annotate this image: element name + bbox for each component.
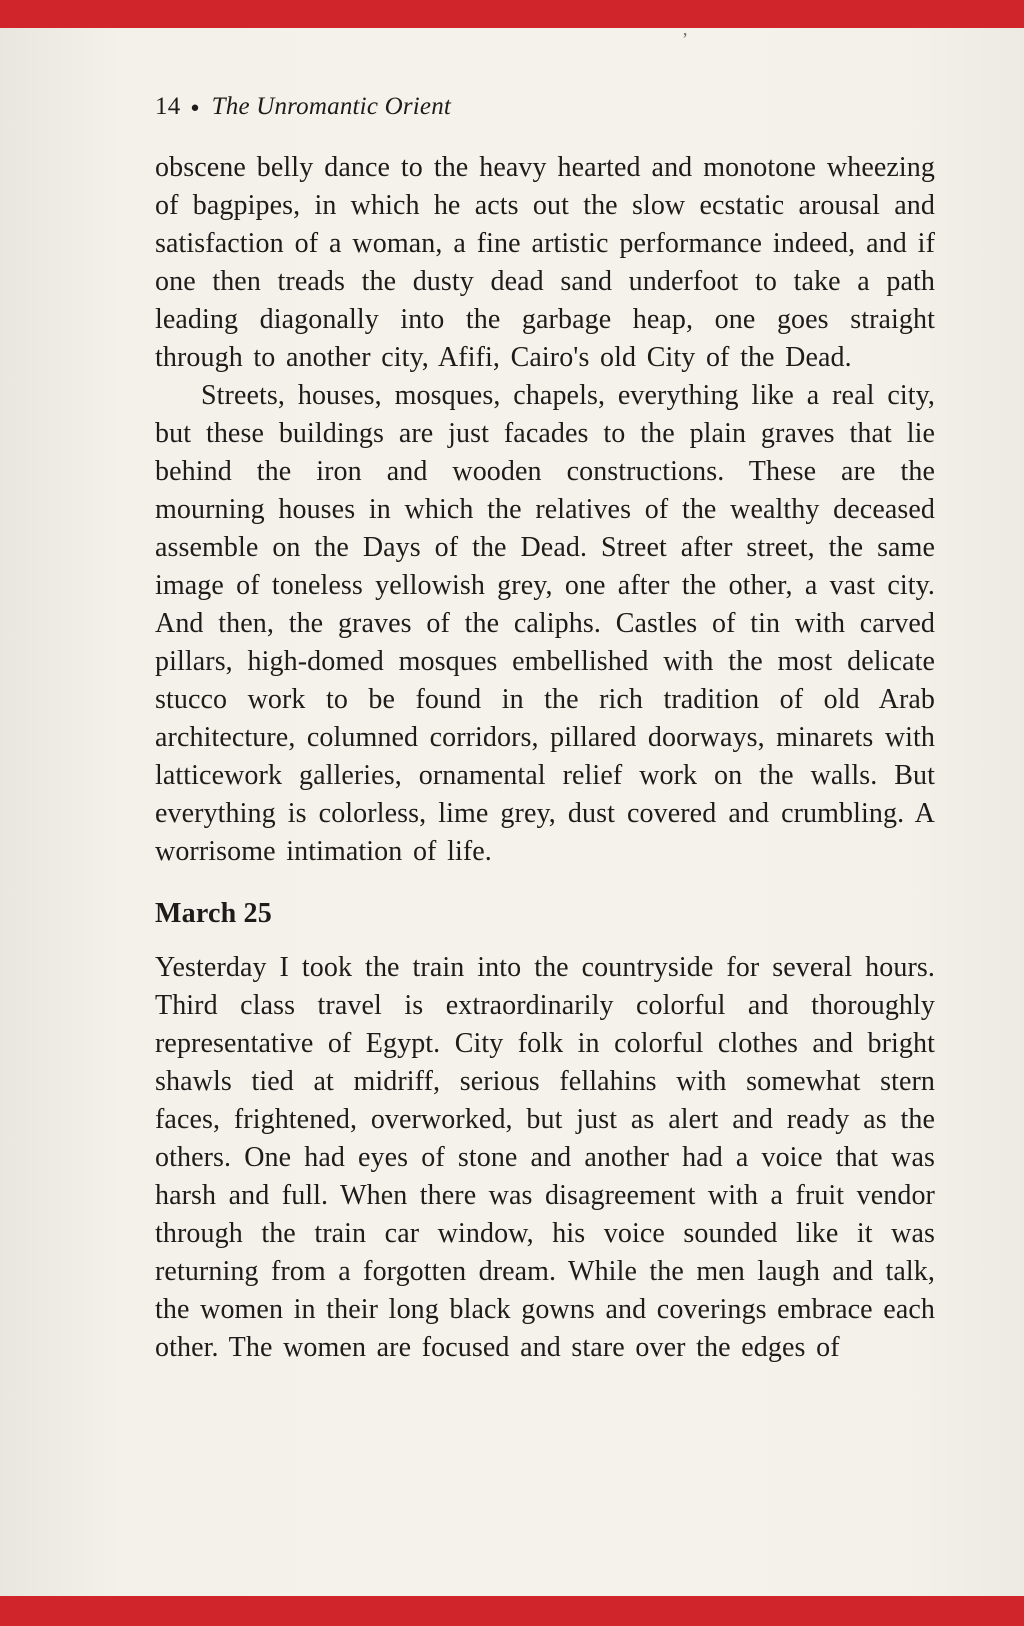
body-paragraph-3: Yesterday I took the train into the countryside for several hours. Third class travel is extraordinarily colorful and thoroughly representative of Egypt. City folk in colorful clothes and bright shawls tied at midriff, serious fellahins with somewhat stern faces, frightened, overworked, but just as alert and ready as the others. One had eyes of stone and another had a voice that was harsh and full. When there was disagreement with a fruit vendor through the train car window, his voice sounded like it was returning from a forgotten dream. While the men laugh and talk, the women in their long black gowns and coverings embrace each other. The women are focused and stare over the edges of [155, 952, 935, 1363]
body-paragraph-2: Streets, houses, mosques, chapels, everything like a real city, but these buildings are just facades to the plain graves that lie behind the iron and wooden constructions. These are the mourning houses in which the relatives of the wealthy deceased assemble on the Days of the Dead. Street after street, the same image of toneless yellowish grey, one after the other, a vast city. And then, the graves of the caliphs. Castles of tin with carved pillars, high-domed mosques embellished with the most delicate stucco work to be found in the rich tradition of old Arab architecture, columned corridors, pillared doorways, minarets with latticework galleries, ornamental relief work on the walls. But everything is colorless, lime grey, dust covered and crumbling. A worrisome intimation of life. [155, 380, 935, 867]
body-paragraph-1: obscene belly dance to the heavy hearted and monotone wheezing of bagpipes, in which he acts out the slow ecstatic arousal and satisfaction of a woman, a fine artistic performance indeed, and if one then treads the dusty dead sand underfoot to take a path leading diagonally into the garbage heap, one goes straight through to another city, Afifi, Cairo's old City of the Dead. [155, 152, 935, 373]
section-heading-march-25: March 25 [155, 898, 272, 929]
bottom-red-band [0, 1596, 1024, 1626]
book-title: The Unromantic Orient [211, 93, 452, 120]
scan-artifact-mark: ’ [682, 29, 688, 49]
running-header [155, 92, 935, 123]
page-number: 14 [155, 93, 181, 120]
header-separator-bullet: ● [190, 100, 200, 116]
